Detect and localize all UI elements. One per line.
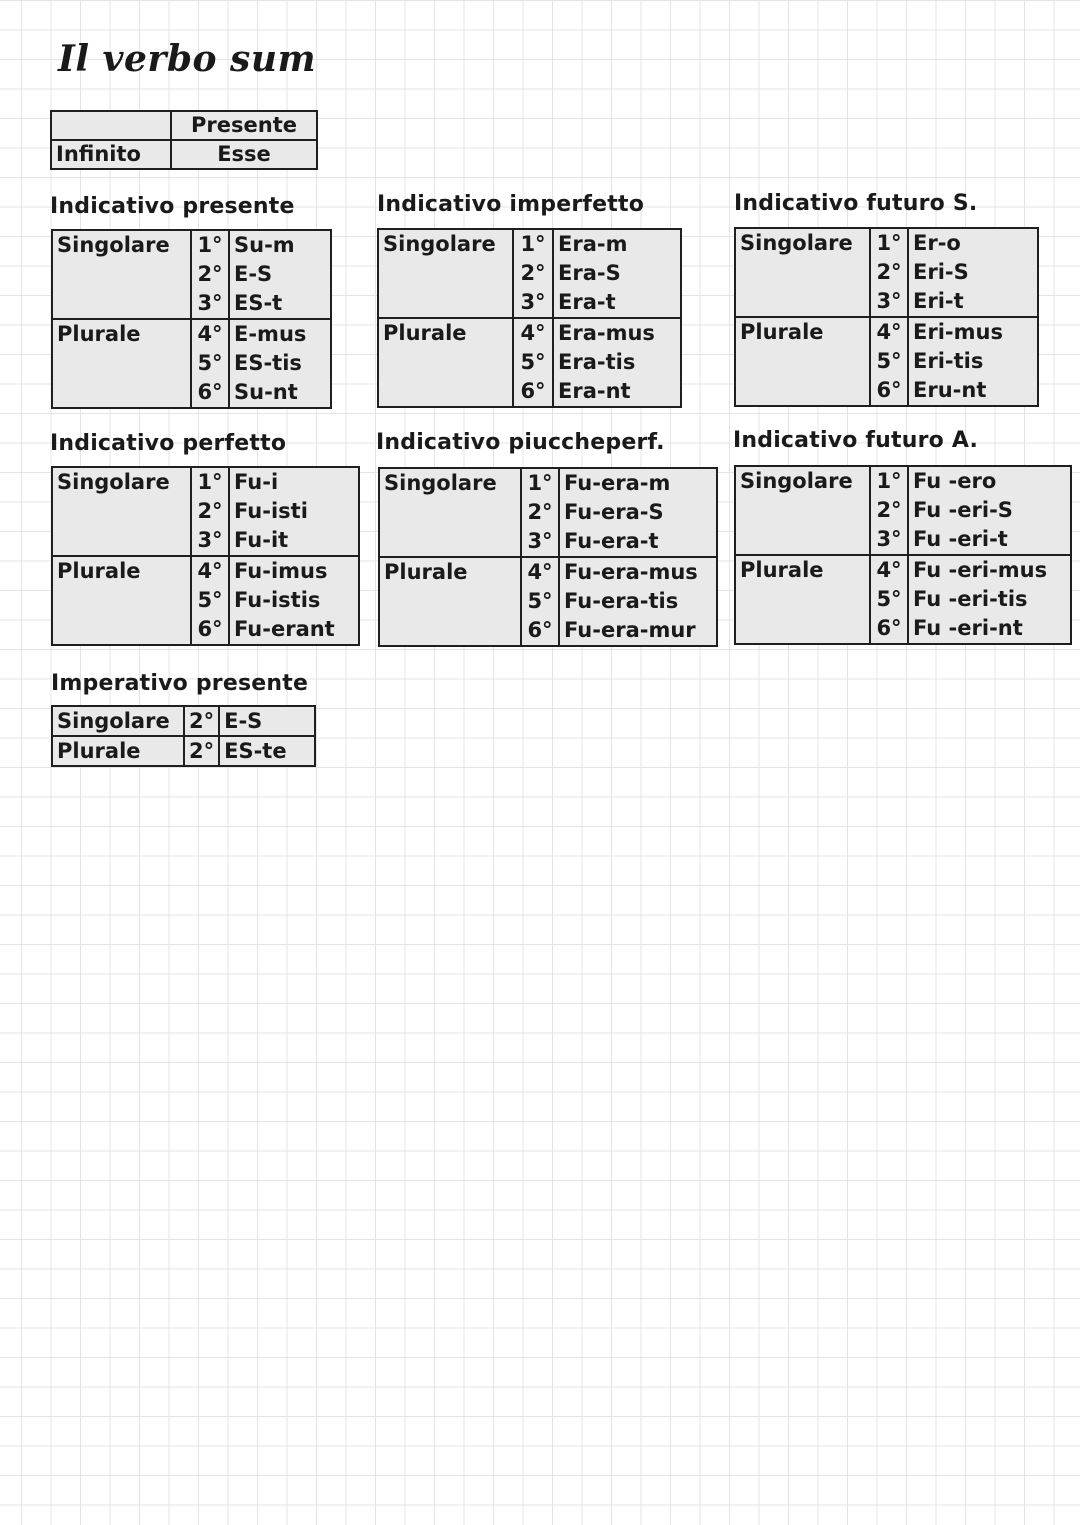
verb-form: Era-t bbox=[558, 290, 616, 314]
table-row bbox=[735, 555, 1071, 585]
person-number: 1° bbox=[191, 467, 229, 497]
verb-form: Er-o bbox=[913, 231, 961, 255]
verb-form: ES-tis bbox=[234, 351, 302, 375]
verb-form: Eri-S bbox=[913, 260, 969, 284]
plurale-label: Plurale bbox=[379, 557, 521, 646]
person-number: 4° bbox=[513, 318, 553, 348]
person-number: 2° bbox=[870, 258, 908, 287]
verb-form: ES-t bbox=[234, 291, 283, 315]
verb-form: Fu-isti bbox=[234, 499, 308, 523]
imperativo-table bbox=[51, 705, 316, 767]
section-title-ind-piuccheperf: Indicativo piuccheperf. bbox=[376, 430, 665, 455]
person-number: 4° bbox=[870, 317, 908, 347]
verb-form: Fu-imus bbox=[229, 556, 359, 586]
infinito-label: Infinito bbox=[51, 140, 171, 169]
verb-form: Fu-era-m bbox=[564, 471, 671, 495]
singolare-label: Singolare bbox=[57, 470, 170, 494]
person-number: 5° bbox=[191, 586, 229, 615]
conj-table-ind-presente bbox=[51, 229, 332, 409]
person-number: 1° bbox=[191, 230, 229, 260]
verb-form: Fu -eri-S bbox=[913, 498, 1013, 522]
person-number: 3° bbox=[870, 525, 908, 555]
person-number: 1° bbox=[870, 466, 908, 496]
person-number: 4° bbox=[191, 556, 229, 586]
person-number: 6° bbox=[513, 377, 553, 407]
infinito-header: Presente bbox=[171, 111, 317, 140]
imperativo-label: Plurale bbox=[52, 736, 184, 766]
conj-table-ind-imperfetto bbox=[377, 228, 682, 408]
verb-form: Fu -eri-tis bbox=[913, 587, 1028, 611]
verb-form: Fu -eri-mus bbox=[908, 555, 1071, 585]
plurale-label: Plurale bbox=[735, 555, 870, 644]
verb-form: Su-nt bbox=[234, 380, 298, 404]
person-number: 2° bbox=[191, 260, 229, 289]
singolare-label: Singolare bbox=[57, 233, 170, 257]
section-title-ind-imperfetto: Indicativo imperfetto bbox=[377, 192, 645, 217]
verb-form: Era-mus bbox=[553, 318, 681, 348]
verb-form: E-S bbox=[234, 262, 273, 286]
verb-form: Eri-mus bbox=[908, 317, 1038, 347]
person-number: 3° bbox=[870, 287, 908, 317]
plurale-label: Plurale bbox=[378, 318, 513, 407]
verb-form: E-mus bbox=[229, 319, 331, 349]
imperativo-number: 2° bbox=[184, 736, 219, 766]
singolare-label: Singolare bbox=[740, 469, 853, 493]
person-number: 6° bbox=[870, 376, 908, 406]
person-number: 6° bbox=[191, 615, 229, 645]
verb-form: Fu -ero bbox=[913, 469, 997, 493]
section-title-ind-futuro-a: Indicativo futuro A. bbox=[733, 428, 979, 453]
table-row bbox=[735, 466, 1071, 496]
person-number: 6° bbox=[521, 616, 559, 646]
person-number: 1° bbox=[513, 229, 553, 259]
infinito-value: Esse bbox=[171, 140, 317, 169]
verb-form: Fu-era-mur bbox=[564, 618, 696, 642]
verb-form: Fu-era-mus bbox=[559, 557, 717, 587]
verb-form: Fu -eri-nt bbox=[913, 616, 1023, 640]
table-row bbox=[378, 229, 681, 259]
singolare-label: Singolare bbox=[383, 232, 496, 256]
person-number: 3° bbox=[191, 526, 229, 556]
page-title: Il verbo sum bbox=[58, 38, 317, 80]
person-number: 1° bbox=[521, 468, 559, 498]
person-number: 6° bbox=[870, 614, 908, 644]
person-number: 5° bbox=[870, 347, 908, 376]
verb-form: Fu -eri-t bbox=[913, 527, 1008, 551]
table-row bbox=[52, 319, 331, 349]
imperativo-form: E-S bbox=[219, 706, 315, 736]
empty-cell bbox=[51, 111, 171, 140]
table-row bbox=[379, 468, 717, 498]
table-row bbox=[52, 230, 331, 260]
person-number: 4° bbox=[521, 557, 559, 587]
table-row bbox=[379, 557, 717, 587]
singolare-label: Singolare bbox=[740, 231, 853, 255]
person-number: 5° bbox=[513, 348, 553, 377]
person-number: 3° bbox=[191, 289, 229, 319]
person-number: 3° bbox=[521, 527, 559, 557]
person-number: 6° bbox=[191, 378, 229, 408]
verb-form: Fu-era-S bbox=[564, 500, 664, 524]
verb-form: Fu-i bbox=[234, 470, 279, 494]
table-row bbox=[378, 318, 681, 348]
person-number: 2° bbox=[513, 259, 553, 288]
section-title-ind-perfetto: Indicativo perfetto bbox=[50, 431, 287, 456]
plurale-label: Plurale bbox=[52, 556, 191, 645]
verb-form: Fu-era-t bbox=[564, 529, 659, 553]
verb-form: Fu-it bbox=[234, 528, 289, 552]
section-title-imperativo: Imperativo presente bbox=[51, 671, 309, 696]
verb-form: Era-m bbox=[558, 232, 628, 256]
singolare-label: Singolare bbox=[384, 471, 497, 495]
person-number: 4° bbox=[870, 555, 908, 585]
person-number: 5° bbox=[191, 349, 229, 378]
verb-form: Eru-nt bbox=[913, 378, 987, 402]
person-number: 1° bbox=[870, 228, 908, 258]
table-row bbox=[52, 467, 359, 497]
plurale-label: Plurale bbox=[52, 319, 191, 408]
imperativo-form: ES-te bbox=[219, 736, 315, 766]
imperativo-number: 2° bbox=[184, 706, 219, 736]
conj-table-ind-futuro-s bbox=[734, 227, 1039, 407]
table-row bbox=[735, 317, 1038, 347]
person-number: 3° bbox=[513, 288, 553, 318]
verb-form: Era-tis bbox=[558, 350, 636, 374]
conj-table-ind-futuro-a bbox=[734, 465, 1072, 645]
verb-form: Fu-era-tis bbox=[564, 589, 679, 613]
verb-form: Era-S bbox=[558, 261, 621, 285]
person-number: 5° bbox=[521, 587, 559, 616]
imperativo-label: Singolare bbox=[57, 709, 170, 733]
table-row bbox=[735, 228, 1038, 258]
verb-form: Fu-erant bbox=[234, 617, 335, 641]
person-number: 2° bbox=[521, 498, 559, 527]
plurale-label: Plurale bbox=[735, 317, 870, 406]
conj-table-ind-piuccheperf bbox=[378, 467, 718, 647]
infinito-table bbox=[50, 110, 318, 170]
verb-form: Fu-istis bbox=[234, 588, 321, 612]
verb-form: Eri-t bbox=[913, 289, 964, 313]
person-number: 4° bbox=[191, 319, 229, 349]
section-title-ind-presente: Indicativo presente bbox=[50, 194, 295, 219]
person-number: 2° bbox=[191, 497, 229, 526]
conj-table-ind-perfetto bbox=[51, 466, 360, 646]
verb-form: Era-nt bbox=[558, 379, 631, 403]
verb-form: Su-m bbox=[234, 233, 295, 257]
section-title-ind-futuro-s: Indicativo futuro S. bbox=[734, 191, 978, 216]
person-number: 5° bbox=[870, 585, 908, 614]
table-row bbox=[52, 556, 359, 586]
verb-form: Eri-tis bbox=[913, 349, 984, 373]
person-number: 2° bbox=[870, 496, 908, 525]
